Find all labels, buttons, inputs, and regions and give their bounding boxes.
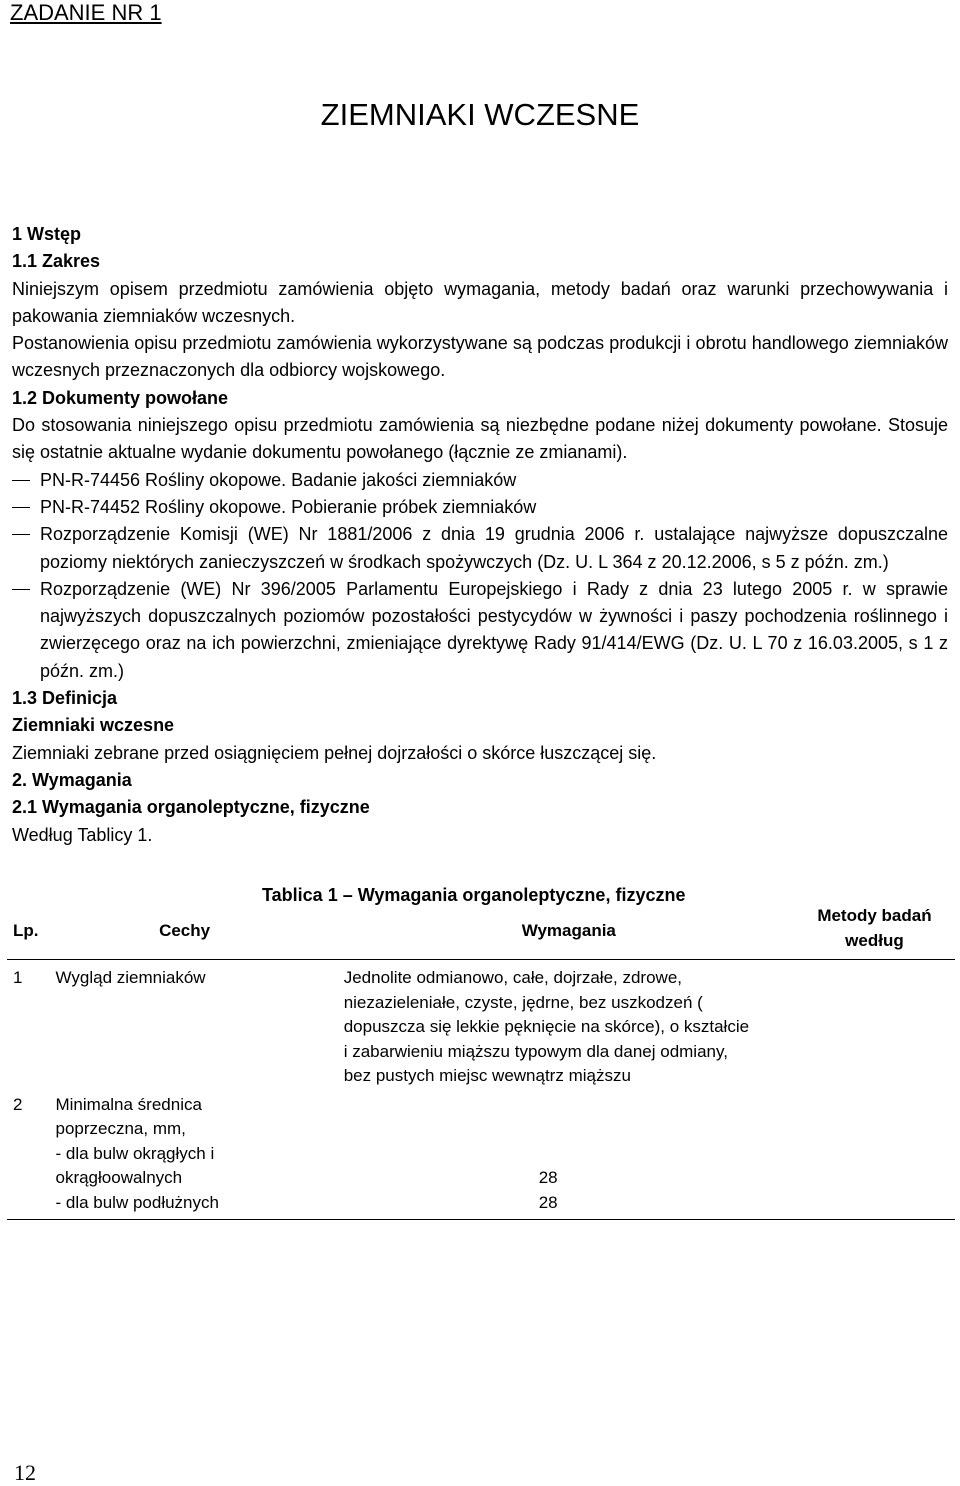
definition-term: Ziemniaki wczesne (12, 715, 175, 736)
section-heading-1-3: 1.3 Definicja (12, 688, 118, 709)
header-wymagania: Wymagania (344, 904, 794, 960)
task-label: ZADANIE NR 1 (10, 0, 162, 25)
reference-item: PN-R-74456 Rośliny okopowe. Badanie jakości ziemniaków (12, 467, 948, 494)
requirements-table (7, 904, 955, 1220)
table-reference: Według Tablicy 1. (12, 824, 153, 845)
scope-paragraph: Niniejszym opisem przedmiotu zamówienia objęto wymagania, metody badań oraz warunki przechowywania i pakowania ziemniaków wczesnych. (12, 278, 948, 326)
diameter-value-round: 28 (538, 1168, 558, 1187)
section-heading-1-2: 1.2 Dokumenty powołane (12, 387, 229, 408)
feature-line: - dla bulw podłużnych (55, 1192, 219, 1212)
document-body (12, 221, 948, 849)
cell-wymagania: Jednolite odmianowo, całe, dojrzałe, zdrowe, niezazieleniałe, czyste, jędrne, bez uszkodzeń ( dopuszcza się lekkie pęknięcie na skórce), o kształcie i zabarwieniu miąższu typowym dla danej odmiany, bez pustych miejsc wewnątrz miąższu (343, 968, 750, 1085)
feature-line: - dla bulw okrągłych i (55, 1143, 215, 1163)
cell-metody (794, 960, 955, 1093)
table-caption: Tablica 1 – Wymagania organoleptyczne, fizyczne (262, 885, 686, 905)
reference-item: Rozporządzenie (WE) Nr 396/2005 Parlamentu Europejskiego i Rady z dnia 23 lutego 2005 r. w sprawie najwyższych dopuszczalnych poziomów pozostałości pestycydów w żywności i paszy pochodzenia roślinnego i zwierzęcego oraz na ich powierzchni, zmieniające dyrektywę Rady 91/414/EWG (Dz. U. L 70 z 16.03.2005, s 1 z późn. zm.) (12, 576, 948, 685)
cell-metody (794, 1093, 955, 1220)
definition-text: Ziemniaki zebrane przed osiągnięciem pełnej dojrzałości o skórce łuszczącej się. (12, 742, 657, 763)
section-heading-2: 2. Wymagania (12, 769, 132, 790)
feature-line: okrągłoowalnych (55, 1168, 183, 1187)
cell-cechy: Wygląd ziemniaków (55, 968, 206, 987)
header-metody: Metody badań według (794, 904, 955, 960)
cell-lp: 1 (13, 968, 23, 987)
provisions-paragraph: Postanowienia opisu przedmiotu zamówienia wykorzystywane są podczas produkcji i obrotu handlowego ziemniaków wczesnych przeznaczonych dla odbiorcy wojskowego. (12, 333, 948, 381)
section-heading-1: 1 Wstęp (12, 224, 82, 244)
reference-item: Rozporządzenie Komisji (WE) Nr 1881/2006 z dnia 19 grudnia 2006 r. ustalające najwyższe dopuszczalne poziomy niektórych zanieczyszczeń w środkach spożywczych (Dz. U. L 364 z 20.12.2006, s 5 z późn. zm.) (12, 521, 948, 576)
header-lp: Lp. (7, 904, 55, 960)
cell-cechy (55, 1093, 343, 1220)
reference-list (12, 467, 948, 685)
feature-line: Minimalna średnica (55, 1094, 202, 1114)
section-heading-1-1: 1.1 Zakres (12, 251, 101, 272)
reference-item: PN-R-74452 Rośliny okopowe. Pobieranie próbek ziemniaków (12, 494, 948, 521)
page-number: 12 (14, 1460, 36, 1485)
cell-wymagania (344, 1093, 794, 1220)
feature-line: poprzeczna, mm, (55, 1119, 186, 1138)
header-cechy: Cechy (55, 904, 343, 960)
diameter-value-oblong: 28 (538, 1192, 558, 1212)
documents-paragraph: Do stosowania niniejszego opisu przedmiotu zamówienia są niezbędne podane niżej dokumenty powołane. Stosuje się ostatnie aktualne wydanie dokumentu powołanego (łącznie ze zmianami). (12, 415, 948, 463)
section-heading-2-1: 2.1 Wymagania organoleptyczne, fizyczne (12, 797, 370, 818)
table-header-row (7, 904, 955, 960)
table-row (7, 1093, 955, 1220)
cell-lp: 2 (7, 1093, 55, 1220)
table-row (7, 960, 955, 1093)
document-title: ZIEMNIAKI WCZESNE (320, 97, 640, 132)
